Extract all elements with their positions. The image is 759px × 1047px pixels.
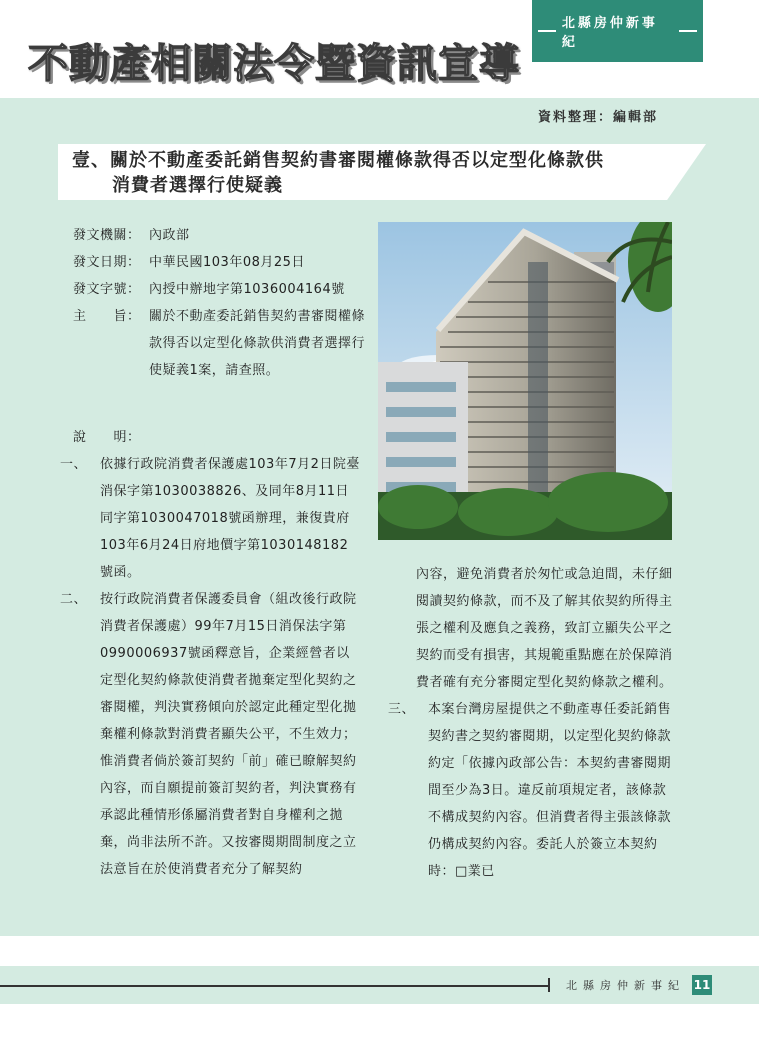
meta-subject-row: [73, 303, 373, 384]
footer-brand: 北縣房仲新事紀: [566, 979, 685, 992]
meta-date-label: 發文日期：: [73, 255, 141, 270]
meta-agency-row: [73, 222, 373, 249]
meta-agency-label: 發文機關：: [73, 228, 141, 243]
building-photo-icon: [378, 222, 672, 540]
meta-subject-value: 關於不動產委託銷售契約書審閱權條款得否以定型化條款供消費者選擇行使疑義1案，請查照。: [149, 309, 366, 378]
explanation-item-1-number: 一、: [60, 457, 88, 472]
explanation-item-2-continued: 內容，避免消費者於匆忙或急迫間，未仔細閱讀契約條款，而不及了解其依契約所得主張之權利及應負之義務，致訂立顯失公平之契約而受有損害，其規範重點應在於保障消費者確有充分審閱定型化契約條款之權利。: [416, 567, 673, 690]
document-meta: [73, 222, 373, 384]
explanation-item-2-text: 按行政院消費者保護委員會（組改後行政院消費者保護處）99年7月15日消保法字第0990006937號函釋意旨，企業經營者以定型化契約條款使消費者拋棄定型化契約之審閱權，判決實務傾向於認定此種定型化拋棄權利條款對消費者顯失公平，不生效力；惟消費者倘於簽訂契約「前」確已瞭解契約內容，而自願提前簽訂契約者，判決實務有承認此種情形係屬消費者對自身權利之拋棄，尚非法所不許。又按審閱期間制度之立法意旨在於使消費者充分了解契約: [100, 592, 357, 877]
meta-subject-label: 主 旨：: [73, 309, 141, 324]
meta-docno-row: [73, 276, 373, 303]
explanation-left-column: [60, 451, 360, 883]
meta-docno-label: 發文字號：: [73, 282, 141, 297]
explanation-right-column: [388, 561, 678, 885]
footer-rule: [0, 985, 550, 987]
meta-docno-value: 內授中辦地字第1036004164號: [149, 282, 345, 297]
meta-date-value: 中華民國103年08月25日: [149, 255, 305, 270]
explanation-heading: 說 明：: [73, 430, 141, 445]
section-title-line2: 消費者選擇行使疑義: [112, 175, 283, 196]
explanation-item-3-text: 本案台灣房屋提供之不動產專任委託銷售契約書之契約審閱期，以定型化契約條款約定「依據內政部公告：本契約書審閱期間至少為3日。違反前項規定者，該條款不構成契約內容。但消費者得主張該條款仍構成契約內容。委託人於簽立本契約時：□業已: [428, 702, 672, 879]
explanation-item-1: [60, 451, 360, 586]
brand-dash-right: [679, 30, 697, 32]
page-number: 11: [692, 975, 712, 995]
section-title: [72, 148, 672, 198]
meta-agency-value: 內政部: [149, 228, 190, 243]
explanation-item-3-number: 三、: [388, 702, 416, 717]
meta-date-row: [73, 249, 373, 276]
explanation-item-2: [60, 586, 360, 883]
brand-label: 北縣房仲新事紀: [561, 16, 658, 50]
section-title-line1: 壹、關於不動產委託銷售契約書審閱權條款得否以定型化條款供: [72, 150, 604, 171]
explanation-item-1-text: 依據行政院消費者保護處103年7月2日院臺消保字第1030038826、及同年8月11日同字第1030047018號函辦理，兼復貴府103年6月24日府地價字第1030148182號函。: [100, 457, 360, 580]
explanation-item-3: [388, 696, 678, 885]
explanation-item-2-number: 二、: [60, 592, 88, 607]
brand-dash-left: [538, 30, 556, 32]
page-title: 不動產相關法令暨資訊宣導: [28, 41, 520, 87]
building-photo: [378, 222, 672, 540]
footer-rule-tick: [548, 978, 550, 992]
editor-credit: 資料整理：編輯部: [538, 110, 659, 125]
brand-tab: [532, 0, 703, 62]
